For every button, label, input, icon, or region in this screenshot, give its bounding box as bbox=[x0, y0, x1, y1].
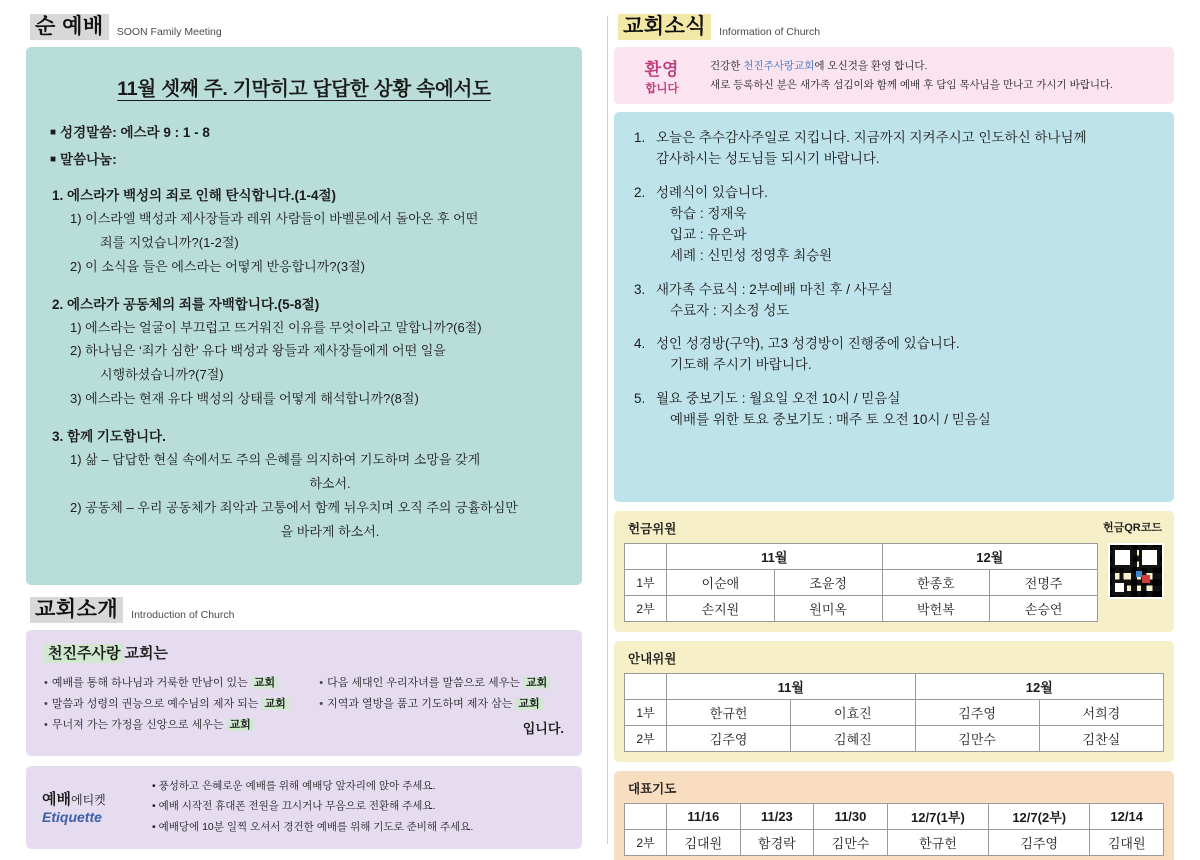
qr-code-label: 헌금QR코드 bbox=[1102, 522, 1162, 535]
welcome-label-kr2: 합니다 bbox=[645, 83, 679, 96]
news-line: 성례식이 있습니다. bbox=[656, 184, 768, 200]
prayer-date: 11/16 bbox=[667, 804, 741, 830]
row-label: 2부 bbox=[625, 596, 667, 622]
news-body bbox=[656, 389, 1154, 431]
prayer-date: 12/7(1부) bbox=[887, 804, 988, 830]
intro-item-text: 말씀과 성령의 권능으로 예수님의 제자 되는 bbox=[51, 698, 262, 711]
row-label: 1부 bbox=[625, 700, 667, 726]
question-sub: 1) 에스라는 얼굴이 부끄럽고 뜨거워진 이유를 무엇이라고 말합니까?(6절) bbox=[70, 319, 482, 335]
table-cell: 김만수 bbox=[915, 726, 1039, 752]
square-bullet-icon: ■ bbox=[50, 154, 57, 166]
question-text: 함께 기도합니다. bbox=[67, 429, 166, 444]
table-cell: 손승연 bbox=[990, 596, 1098, 622]
news-subline: 수료자 : 지소정 성도 bbox=[670, 302, 790, 318]
prayer-table bbox=[624, 803, 1164, 856]
table-cell: 손지원 bbox=[667, 596, 775, 622]
table-cell: 김만수 bbox=[814, 830, 888, 856]
table-cell: 원미옥 bbox=[774, 596, 882, 622]
table-cell: 이순애 bbox=[667, 570, 775, 596]
welcome-line1-b: 에 오신것을 환영 합니다. bbox=[814, 59, 928, 72]
question-main bbox=[48, 293, 560, 313]
question-sub: 2) 하나님은 ‘죄가 심한’ 유다 백성과 왕들과 제사장들에게 어떤 일을 bbox=[70, 343, 446, 359]
news-item bbox=[634, 128, 1154, 170]
teaching-title: 11월 셋째 주. 기막히고 답답한 상황 속에서도 bbox=[117, 78, 491, 101]
qr-finder-icon bbox=[1112, 580, 1127, 595]
question-sub: 1) 삶 – 답답한 현실 속에서도 주의 은혜를 의지하여 기도하며 소망을 갖게 bbox=[70, 452, 481, 467]
welcome-panel bbox=[614, 47, 1174, 104]
news-number: 4. bbox=[634, 336, 646, 352]
intro-item-highlight: 교회 bbox=[251, 677, 278, 689]
news-subline: 학습 : 정재욱 bbox=[670, 205, 747, 221]
row-label: 2부 bbox=[625, 830, 667, 856]
row-label: 1부 bbox=[625, 570, 667, 596]
dot-icon: • bbox=[44, 677, 48, 690]
question-number: 3. bbox=[52, 429, 64, 444]
table-row bbox=[625, 700, 1164, 726]
guide-month-2: 12월 bbox=[915, 674, 1164, 700]
scripture-label: 성경말씀: 에스라 9 : 1 - 8 bbox=[60, 125, 210, 141]
intro-item-text: 예배를 통해 하나님과 거룩한 만남이 있는 bbox=[51, 677, 251, 690]
news-line: 성인 성경방(구약), 고3 성경방이 진행중에 있습니다. bbox=[656, 336, 960, 352]
offering-month-1: 11월 bbox=[667, 544, 883, 570]
news-body bbox=[656, 334, 1154, 376]
prayer-leader-card bbox=[614, 771, 1174, 860]
sharing-line bbox=[50, 148, 560, 168]
etiquette-rule: • 예배 시작전 휴대폰 전원을 끄시거나 무음으로 전환해 주세요. bbox=[152, 800, 436, 813]
section-title-intro-en: Introduction of Church bbox=[131, 609, 235, 622]
welcome-text bbox=[710, 57, 1113, 95]
news-subline: 세례 : 신민성 정영후 최승원 bbox=[670, 247, 833, 263]
corner-cell bbox=[625, 674, 667, 700]
question-main bbox=[48, 184, 560, 204]
table-row bbox=[625, 596, 1098, 622]
etiquette-rule-text: 예배 시작전 휴대폰 전원을 끄시거나 무음으로 전환해 주세요. bbox=[158, 800, 436, 813]
intro-column-left bbox=[44, 673, 309, 741]
question-number: 2. bbox=[52, 296, 64, 312]
news-line: 감사하시는 성도님들 되시기 바랍니다. bbox=[656, 151, 880, 167]
etiquette-word: 에티켓 bbox=[70, 792, 106, 807]
guide-month-1: 11월 bbox=[667, 674, 916, 700]
welcome-label-kr: 환영 bbox=[644, 60, 680, 80]
etiquette-panel bbox=[26, 766, 582, 849]
welcome-line1-a: 건강한 bbox=[710, 59, 744, 72]
right-column bbox=[600, 0, 1200, 860]
table-row bbox=[625, 570, 1098, 596]
guide-table-title: 안내위원 bbox=[628, 652, 677, 667]
intro-column-right bbox=[319, 673, 564, 741]
prayer-date: 12/7(2부) bbox=[989, 804, 1090, 830]
prayer-date: 12/14 bbox=[1090, 804, 1164, 830]
news-line: 새가족 수료식 : 2부예배 마친 후 / 사무실 bbox=[656, 281, 893, 297]
etiquette-rule-text: 예배당에 10분 일찍 오셔서 경건한 예배를 위해 기도로 준비해 주세요. bbox=[158, 820, 474, 833]
etiquette-rule-text: 풍성하고 은혜로운 예배를 위해 예배당 앞자리에 앉아 주세요. bbox=[158, 779, 436, 792]
table-cell: 김찬실 bbox=[1039, 726, 1163, 752]
table-header-row bbox=[625, 544, 1098, 570]
table-cell: 한규헌 bbox=[887, 830, 988, 856]
church-intro-panel bbox=[26, 630, 582, 755]
church-intro-title bbox=[44, 642, 564, 663]
table-cell: 함경락 bbox=[740, 830, 814, 856]
news-item bbox=[634, 389, 1154, 431]
welcome-label bbox=[628, 55, 696, 96]
intro-item bbox=[44, 694, 309, 715]
news-item bbox=[634, 334, 1154, 376]
offering-table-header bbox=[628, 519, 1162, 537]
intro-item-highlight: 교회 bbox=[523, 677, 550, 689]
dot-icon: • bbox=[44, 718, 48, 731]
table-cell: 이효진 bbox=[791, 700, 915, 726]
section-title-intro-kr: 교회소개 bbox=[30, 597, 123, 623]
question-sub: 을 바라게 하소서. bbox=[280, 523, 380, 539]
prayer-date: 11/30 bbox=[814, 804, 888, 830]
intro-item bbox=[319, 673, 564, 694]
offering-committee-card bbox=[614, 511, 1174, 632]
question-sub: 3) 에스라는 현재 유다 백성의 상태를 어떻게 해석합니까?(8절) bbox=[70, 391, 419, 407]
news-subline: 예배를 위한 토요 중보기도 : 매주 토 오전 10시 / 믿음실 bbox=[670, 412, 991, 428]
intro-item-text: 다음 세대인 우리자녀를 말씀으로 세우는 bbox=[327, 677, 523, 690]
guide-table-header bbox=[628, 649, 1162, 667]
dot-icon: • bbox=[319, 677, 324, 690]
section-header-news bbox=[614, 14, 1174, 40]
intro-item bbox=[44, 673, 309, 694]
table-cell: 서희경 bbox=[1039, 700, 1163, 726]
offering-table-title: 헌금위원 bbox=[628, 522, 677, 537]
square-bullet-icon: ■ bbox=[50, 127, 57, 139]
table-cell: 김혜진 bbox=[791, 726, 915, 752]
offering-table bbox=[624, 543, 1098, 622]
intro-ending: 입니다. bbox=[522, 720, 564, 736]
table-row bbox=[625, 830, 1164, 856]
table-cell: 김대원 bbox=[1090, 830, 1164, 856]
scripture-line bbox=[50, 121, 560, 141]
prayer-table-title: 대표기도 bbox=[628, 782, 677, 797]
prayer-table-header bbox=[628, 779, 1162, 797]
question-sub: 하소서. bbox=[309, 475, 351, 491]
question-block bbox=[48, 184, 560, 277]
table-cell: 김주영 bbox=[989, 830, 1090, 856]
question-sub: 2) 공동체 – 우리 공동체가 죄악과 고통에서 함께 뉘우치며 오직 주의 긍휼하심만 bbox=[70, 499, 518, 515]
question-sub: 2) 이 소식을 들은 에스라는 어떻게 반응합니까?(3절) bbox=[70, 258, 365, 274]
question-sub: 시행하셨습니까?(7절) bbox=[100, 367, 224, 383]
qr-code-icon[interactable] bbox=[1108, 543, 1164, 599]
dot-icon: • bbox=[44, 698, 48, 711]
church-name: 천진주사랑 bbox=[44, 644, 124, 663]
table-header-row bbox=[625, 804, 1164, 830]
section-title-soon-en: SOON Family Meeting bbox=[116, 26, 222, 39]
corner-cell bbox=[625, 544, 667, 570]
intro-item bbox=[319, 694, 564, 715]
etiquette-rule: • 예배당에 10분 일찍 오셔서 경건한 예배를 위해 기도로 준비해 주세요. bbox=[152, 820, 474, 833]
row-label: 2부 bbox=[625, 726, 667, 752]
news-number: 2. bbox=[634, 184, 646, 200]
news-number: 1. bbox=[634, 130, 646, 146]
etiquette-worship-word: 예배 bbox=[42, 790, 71, 808]
welcome-church-name: 천진주사랑교회 bbox=[743, 59, 815, 72]
church-intro-suffix: 교회는 bbox=[124, 645, 168, 663]
intro-item-text: 무너져 가는 가정을 신앙으로 세우는 bbox=[51, 718, 227, 731]
guide-table bbox=[624, 673, 1164, 752]
intro-item-highlight: 교회 bbox=[261, 698, 288, 710]
question-number: 1. bbox=[52, 188, 64, 204]
intro-item-text: 지역과 열방을 품고 기도하며 제자 삼는 bbox=[327, 698, 516, 711]
question-sub: 1) 이스라엘 백성과 제사장들과 레위 사람들이 바벨론에서 돌아온 후 어떤 bbox=[70, 211, 479, 227]
table-row bbox=[625, 726, 1164, 752]
news-item bbox=[634, 280, 1154, 322]
table-cell: 박헌복 bbox=[882, 596, 990, 622]
question-text: 에스라가 백성의 죄로 인해 탄식합니다.(1-4절) bbox=[67, 188, 336, 204]
intro-item-highlight: 교회 bbox=[515, 698, 542, 710]
guide-committee-card bbox=[614, 641, 1174, 762]
qr-accent-dot-2 bbox=[1136, 571, 1142, 577]
section-title-news-en: Information of Church bbox=[719, 26, 821, 39]
table-cell: 김주영 bbox=[667, 726, 791, 752]
intro-item bbox=[44, 715, 309, 736]
corner-cell bbox=[625, 804, 667, 830]
welcome-line-1 bbox=[710, 57, 1113, 76]
question-block bbox=[48, 425, 560, 541]
welcome-line-2: 새로 등록하신 분은 새가족 섬김이와 함께 예배 후 담임 목사님을 만나고 가시기 바랍니다. bbox=[710, 78, 1114, 91]
teaching-panel bbox=[26, 47, 582, 585]
table-cell: 김대원 bbox=[667, 830, 741, 856]
table-cell: 김주영 bbox=[915, 700, 1039, 726]
news-subline: 입교 : 유은파 bbox=[670, 226, 747, 242]
table-cell: 한종호 bbox=[882, 570, 990, 596]
table-cell: 조윤정 bbox=[774, 570, 882, 596]
etiquette-label-en: Etiquette bbox=[42, 808, 102, 825]
question-block bbox=[48, 293, 560, 409]
news-body bbox=[656, 183, 1154, 267]
section-title-news-kr: 교회소식 bbox=[618, 14, 711, 40]
question-text: 에스라가 공동체의 죄를 자백합니다.(5-8절) bbox=[67, 296, 320, 312]
dot-icon: • bbox=[319, 698, 324, 711]
news-number: 3. bbox=[634, 281, 646, 297]
section-title-soon-kr: 순 예배 bbox=[30, 14, 109, 40]
etiquette-rule: • 풍성하고 은혜로운 예배를 위해 예배당 앞자리에 앉아 주세요. bbox=[152, 779, 436, 792]
qr-accent-dot bbox=[1142, 575, 1150, 583]
news-item bbox=[634, 183, 1154, 267]
news-panel bbox=[614, 112, 1174, 502]
section-header-soon bbox=[26, 14, 582, 40]
question-sub: 죄를 지었습니까?(1-2절) bbox=[100, 234, 239, 250]
news-number: 5. bbox=[634, 391, 646, 407]
etiquette-label bbox=[42, 788, 138, 825]
news-body bbox=[656, 128, 1154, 170]
etiquette-rules bbox=[152, 776, 473, 837]
offering-month-2: 12월 bbox=[882, 544, 1098, 570]
section-header-intro bbox=[26, 597, 582, 623]
offering-qr-code[interactable] bbox=[1108, 543, 1164, 599]
intro-item-highlight: 교회 bbox=[227, 719, 254, 731]
prayer-date: 11/23 bbox=[740, 804, 814, 830]
table-cell: 한규헌 bbox=[667, 700, 791, 726]
news-body bbox=[656, 280, 1154, 322]
table-header-row bbox=[625, 674, 1164, 700]
etiquette-label-kr bbox=[42, 788, 138, 809]
news-line: 오늘은 추수감사주일로 지킵니다. 지금까지 지켜주시고 인도하신 하나님께 bbox=[656, 130, 1087, 146]
church-intro-list bbox=[44, 673, 564, 741]
sharing-label: 말씀나눔: bbox=[60, 152, 117, 168]
table-cell: 전명주 bbox=[990, 570, 1098, 596]
news-subline: 기도해 주시기 바랍니다. bbox=[670, 357, 812, 373]
news-line: 월요 중보기도 : 월요일 오전 10시 / 믿음실 bbox=[656, 391, 901, 407]
question-main bbox=[48, 425, 560, 445]
